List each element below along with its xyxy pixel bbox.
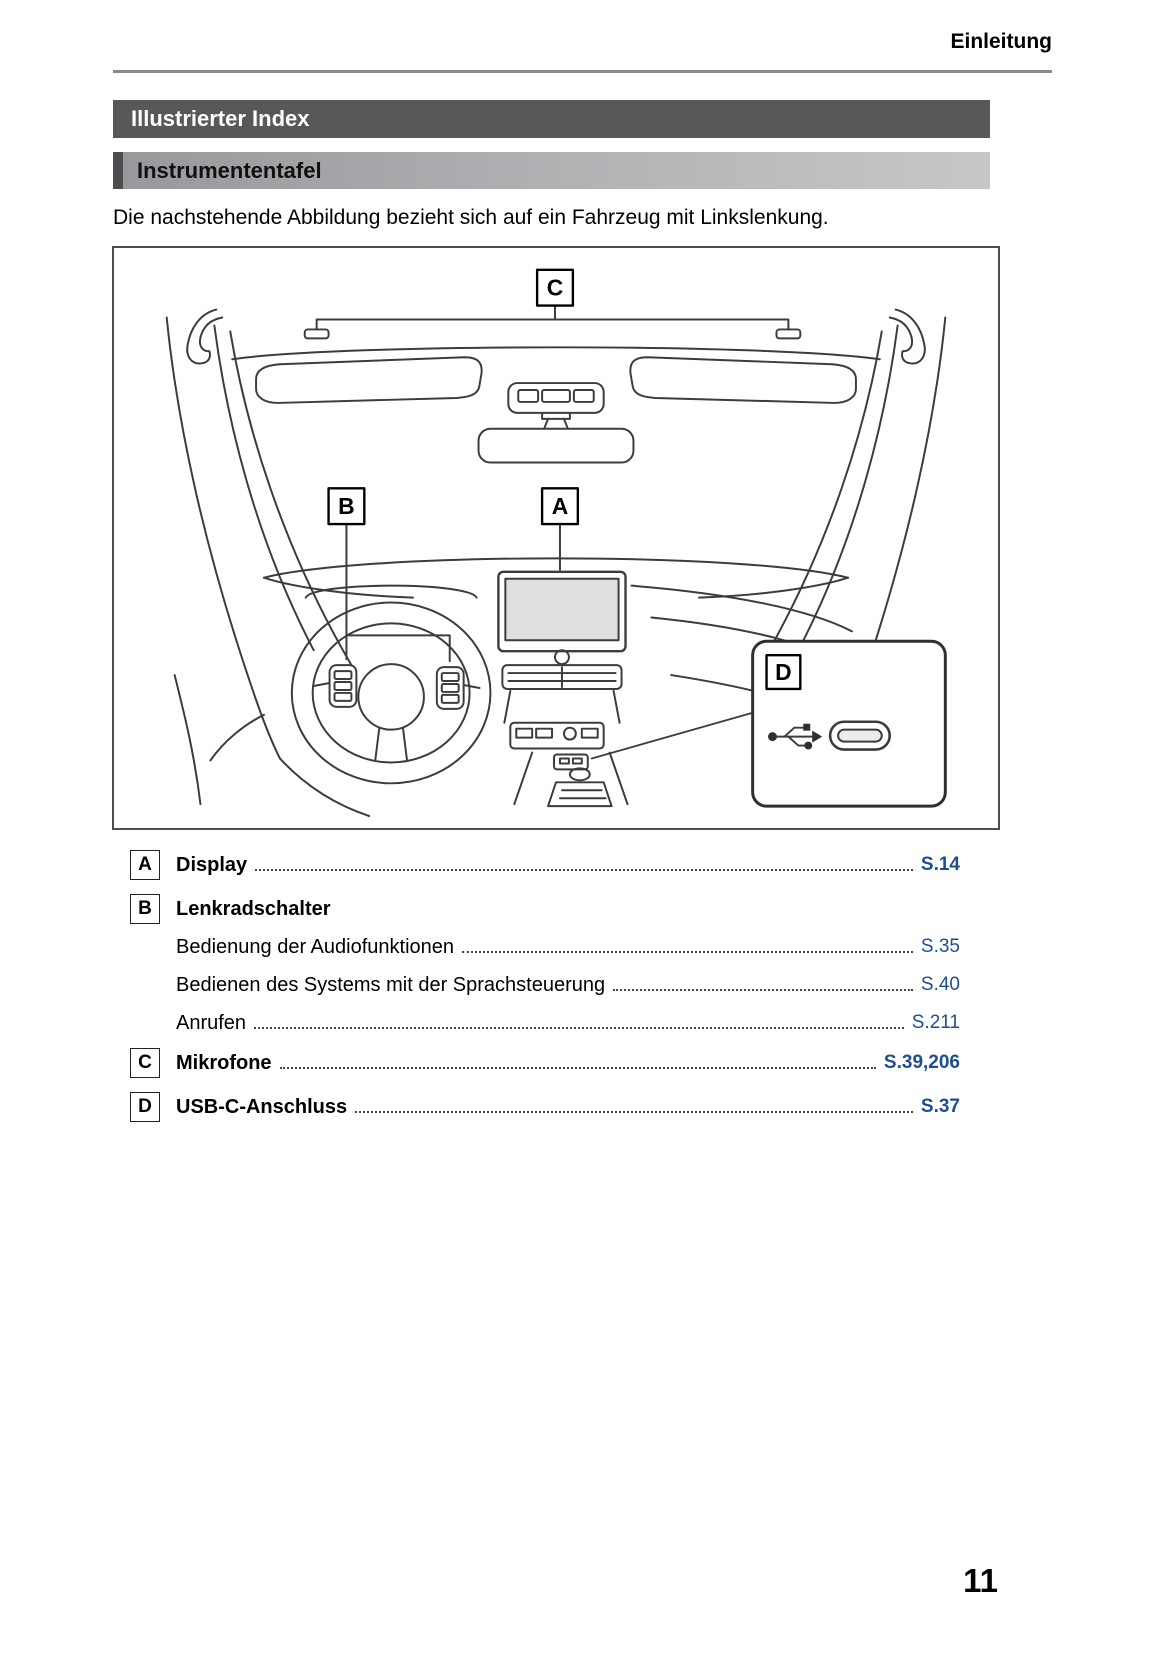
leader-dots [462,936,913,953]
steering-wheel [292,603,491,784]
figure-label-b-text: B [338,493,355,520]
leader-dots [255,854,913,871]
index-row-display [130,848,960,882]
usb-leader-line [592,713,753,759]
leader-dots [613,974,913,991]
index-label: Display [176,853,248,876]
index-letter-d: D [130,1092,160,1122]
dashboard-illustration [112,246,1000,830]
page-number: 11 [963,1562,998,1599]
leader-dots [355,1096,913,1113]
index-letter-c: C [130,1048,160,1078]
index-subrow-sprachsteuerung [176,970,960,1000]
page-ref: S.40 [920,974,960,995]
figure-label-a-text: A [551,493,569,520]
index-row-usb [130,1090,960,1124]
index-label: USB-C-Anschluss [176,1095,348,1118]
center-display [498,572,625,664]
dashboard-drawing [114,248,998,828]
index-label: Lenkradschalter [176,897,331,920]
leader-dots [280,1052,876,1069]
rearview-mirror [479,419,634,463]
figure-label-d-text: D [775,659,792,686]
index-subrow-audio [176,932,960,962]
subsection-banner: Instrumententafel [113,152,990,189]
center-console [502,665,627,806]
index-letter-a: A [130,850,160,880]
intro-text: Die nachstehende Abbildung bezieht sich auf ein Fahrzeug mit Linkslenkung. [113,206,829,229]
index-subrow-anrufen [176,1008,960,1038]
index-label: Mikrofone [176,1051,272,1074]
page-ref: S.211 [911,1012,960,1033]
page-ref: S.35 [920,936,960,957]
page-ref: S.14 [920,854,960,875]
index-sublabel: Anrufen [176,1011,247,1034]
page-ref: S.39,206 [883,1052,960,1073]
headliner-visors [232,347,880,403]
illustrated-index-list [130,848,960,1134]
overhead-console [508,383,603,419]
header-rule [113,70,1052,73]
figure-label-c-text: C [546,274,564,301]
section-banner: Illustrierter Index [113,100,990,138]
page-ref: S.37 [920,1096,960,1117]
chapter-header: Einleitung [950,30,1052,53]
leader-dots [254,1012,904,1029]
callout-b-lines [346,524,449,661]
index-row-mikrofone [130,1046,960,1080]
index-letter-b: B [130,894,160,924]
index-sublabel: Bedienung der Audiofunktionen [176,935,455,958]
microphone-callout [305,306,801,339]
index-sublabel: Bedienen des Systems mit der Sprachsteuerung [176,973,606,996]
index-row-lenkradschalter [130,892,960,926]
